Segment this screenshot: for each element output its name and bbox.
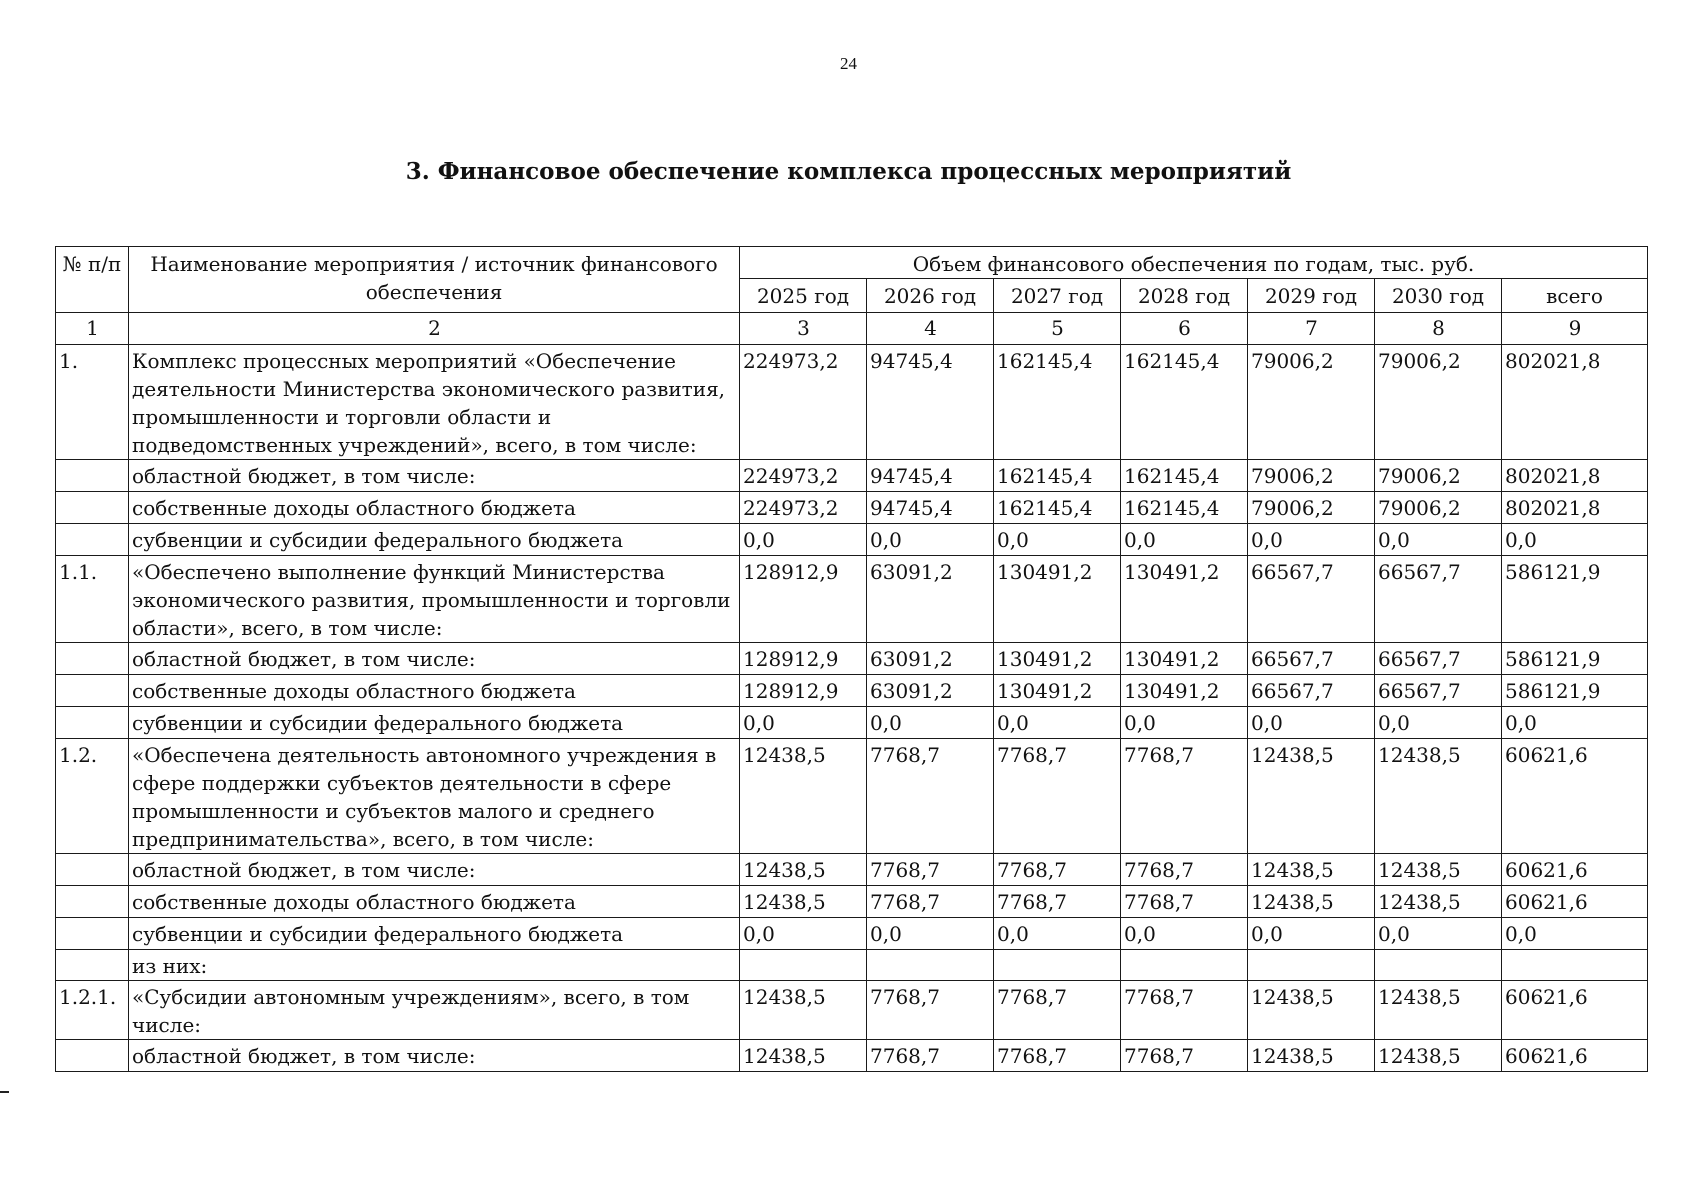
value-cell: 94745,4 <box>867 492 994 524</box>
column-index-cell: 9 <box>1502 313 1648 345</box>
value-cell: 63091,2 <box>867 643 994 675</box>
value-cell: 586121,9 <box>1502 556 1648 643</box>
column-index-cell: 2 <box>129 313 740 345</box>
scan-edge-mark <box>0 1091 9 1093</box>
header-name: Наименование мероприятия / источник финансового обеспечения <box>129 247 740 313</box>
value-cell: 0,0 <box>1121 918 1248 950</box>
table-row <box>56 950 1648 981</box>
value-cell: 66567,7 <box>1248 643 1375 675</box>
value-cell: 128912,9 <box>740 556 867 643</box>
column-index-cell: 4 <box>867 313 994 345</box>
value-cell: 0,0 <box>1248 524 1375 556</box>
header-year: 2025 год <box>740 279 867 313</box>
row-number-cell <box>56 460 129 492</box>
header-volume: Объем финансового обеспечения по годам, тыс. руб. <box>740 247 1648 279</box>
value-cell: 7768,7 <box>867 854 994 886</box>
header-year: всего <box>1502 279 1648 313</box>
table-row <box>56 981 1648 1040</box>
value-cell: 128912,9 <box>740 675 867 707</box>
value-cell: 162145,4 <box>1121 492 1248 524</box>
value-cell: 66567,7 <box>1248 675 1375 707</box>
value-cell: 7768,7 <box>994 1040 1121 1072</box>
value-cell: 0,0 <box>740 707 867 739</box>
row-number-cell <box>56 675 129 707</box>
table-row <box>56 460 1648 492</box>
value-cell: 60621,6 <box>1502 886 1648 918</box>
row-name-cell: собственные доходы областного бюджета <box>129 675 740 707</box>
column-index-cell: 5 <box>994 313 1121 345</box>
value-cell: 60621,6 <box>1502 739 1648 854</box>
row-number-cell <box>56 918 129 950</box>
value-cell: 79006,2 <box>1248 460 1375 492</box>
value-cell: 0,0 <box>1502 918 1648 950</box>
column-index-cell: 3 <box>740 313 867 345</box>
column-index-cell: 1 <box>56 313 129 345</box>
row-name-cell: «Обеспечено выполнение функций Министерства экономического развития, промышленности и торговли области», всего, в том числе: <box>129 556 740 643</box>
row-number-cell <box>56 950 129 981</box>
column-index-cell: 7 <box>1248 313 1375 345</box>
value-cell: 0,0 <box>867 524 994 556</box>
column-index-cell: 8 <box>1375 313 1502 345</box>
value-cell: 0,0 <box>1502 524 1648 556</box>
value-cell: 0,0 <box>867 918 994 950</box>
value-cell: 7768,7 <box>867 886 994 918</box>
financing-table <box>55 246 1648 1072</box>
column-index-cell: 6 <box>1121 313 1248 345</box>
value-cell: 12438,5 <box>1375 854 1502 886</box>
value-cell: 0,0 <box>994 918 1121 950</box>
value-cell: 130491,2 <box>1121 643 1248 675</box>
value-cell: 79006,2 <box>1248 345 1375 460</box>
row-number-cell <box>56 492 129 524</box>
value-cell: 0,0 <box>740 524 867 556</box>
value-cell: 60621,6 <box>1502 854 1648 886</box>
value-cell: 66567,7 <box>1248 556 1375 643</box>
value-cell: 12438,5 <box>740 739 867 854</box>
row-name-cell: субвенции и субсидии федерального бюджета <box>129 524 740 556</box>
value-cell: 0,0 <box>1248 918 1375 950</box>
row-name-cell: областной бюджет, в том числе: <box>129 460 740 492</box>
row-number-cell: 1.2. <box>56 739 129 854</box>
value-cell: 12438,5 <box>1375 1040 1502 1072</box>
row-name-cell: областной бюджет, в том числе: <box>129 643 740 675</box>
row-name-cell: собственные доходы областного бюджета <box>129 492 740 524</box>
value-cell: 66567,7 <box>1375 643 1502 675</box>
value-cell: 130491,2 <box>1121 556 1248 643</box>
row-name-cell: Комплекс процессных мероприятий «Обеспечение деятельности Министерства экономического развития, промышленности и торговли области и подведомственных учреждений», всего, в том числе: <box>129 345 740 460</box>
value-cell: 12438,5 <box>1248 739 1375 854</box>
value-cell: 130491,2 <box>994 643 1121 675</box>
table-row <box>56 345 1648 460</box>
value-cell: 12438,5 <box>1375 981 1502 1040</box>
header-year: 2027 год <box>994 279 1121 313</box>
value-cell: 12438,5 <box>740 981 867 1040</box>
header-year: 2026 год <box>867 279 994 313</box>
row-name-cell: «Обеспечена деятельность автономного учреждения в сфере поддержки субъектов деятельности в сфере промышленности и субъектов малого и среднего предпринимательства», всего, в том числе: <box>129 739 740 854</box>
value-cell: 0,0 <box>994 524 1121 556</box>
value-cell <box>1502 950 1648 981</box>
value-cell: 586121,9 <box>1502 675 1648 707</box>
value-cell: 586121,9 <box>1502 643 1648 675</box>
row-number-cell: 1.1. <box>56 556 129 643</box>
value-cell: 0,0 <box>867 707 994 739</box>
value-cell: 66567,7 <box>1375 675 1502 707</box>
value-cell: 7768,7 <box>994 981 1121 1040</box>
value-cell <box>1375 950 1502 981</box>
row-name-cell: из них: <box>129 950 740 981</box>
value-cell: 12438,5 <box>740 886 867 918</box>
value-cell: 224973,2 <box>740 492 867 524</box>
value-cell: 130491,2 <box>994 675 1121 707</box>
value-cell: 162145,4 <box>1121 460 1248 492</box>
value-cell: 162145,4 <box>994 492 1121 524</box>
table-row <box>56 1040 1648 1072</box>
row-number-cell <box>56 1040 129 1072</box>
value-cell: 12438,5 <box>1248 1040 1375 1072</box>
value-cell: 0,0 <box>1375 918 1502 950</box>
value-cell: 63091,2 <box>867 675 994 707</box>
row-name-cell: собственные доходы областного бюджета <box>129 886 740 918</box>
row-number-cell <box>56 707 129 739</box>
table-row <box>56 886 1648 918</box>
value-cell: 66567,7 <box>1375 556 1502 643</box>
table-row <box>56 524 1648 556</box>
value-cell: 0,0 <box>1121 707 1248 739</box>
value-cell: 7768,7 <box>1121 739 1248 854</box>
value-cell: 12438,5 <box>1248 886 1375 918</box>
value-cell: 224973,2 <box>740 345 867 460</box>
header-year: 2030 год <box>1375 279 1502 313</box>
value-cell: 802021,8 <box>1502 345 1648 460</box>
value-cell: 130491,2 <box>1121 675 1248 707</box>
table-row <box>56 675 1648 707</box>
section-title: 3. Финансовое обеспечение комплекса процессных мероприятий <box>405 158 1292 185</box>
value-cell: 224973,2 <box>740 460 867 492</box>
row-number-cell <box>56 854 129 886</box>
value-cell: 802021,8 <box>1502 460 1648 492</box>
value-cell: 79006,2 <box>1248 492 1375 524</box>
value-cell: 162145,4 <box>994 345 1121 460</box>
value-cell: 94745,4 <box>867 460 994 492</box>
value-cell <box>1121 950 1248 981</box>
value-cell: 802021,8 <box>1502 492 1648 524</box>
value-cell: 12438,5 <box>1375 739 1502 854</box>
value-cell: 7768,7 <box>994 886 1121 918</box>
value-cell: 0,0 <box>1121 524 1248 556</box>
value-cell: 7768,7 <box>1121 886 1248 918</box>
value-cell: 7768,7 <box>867 981 994 1040</box>
value-cell: 0,0 <box>994 707 1121 739</box>
value-cell: 7768,7 <box>994 739 1121 854</box>
table-row <box>56 556 1648 643</box>
row-name-cell: субвенции и субсидии федерального бюджета <box>129 707 740 739</box>
value-cell: 0,0 <box>1502 707 1648 739</box>
value-cell: 12438,5 <box>1248 981 1375 1040</box>
value-cell: 128912,9 <box>740 643 867 675</box>
table-row <box>56 643 1648 675</box>
table-row <box>56 918 1648 950</box>
header-year: 2028 год <box>1121 279 1248 313</box>
value-cell: 7768,7 <box>1121 981 1248 1040</box>
value-cell: 12438,5 <box>1248 854 1375 886</box>
row-number-cell: 1. <box>56 345 129 460</box>
value-cell: 7768,7 <box>994 854 1121 886</box>
value-cell: 162145,4 <box>994 460 1121 492</box>
value-cell: 60621,6 <box>1502 981 1648 1040</box>
value-cell: 7768,7 <box>867 1040 994 1072</box>
row-number-cell: 1.2.1. <box>56 981 129 1040</box>
value-cell <box>867 950 994 981</box>
value-cell: 12438,5 <box>740 1040 867 1072</box>
row-name-cell: областной бюджет, в том числе: <box>129 1040 740 1072</box>
value-cell: 0,0 <box>1375 524 1502 556</box>
page-number: 24 <box>840 54 857 73</box>
value-cell <box>1248 950 1375 981</box>
value-cell: 0,0 <box>1248 707 1375 739</box>
row-number-cell <box>56 524 129 556</box>
table-row <box>56 739 1648 854</box>
row-name-cell: «Субсидии автономным учреждениям», всего, в том числе: <box>129 981 740 1040</box>
header-year: 2029 год <box>1248 279 1375 313</box>
value-cell: 7768,7 <box>867 739 994 854</box>
value-cell: 7768,7 <box>1121 854 1248 886</box>
value-cell: 94745,4 <box>867 345 994 460</box>
row-name-cell: субвенции и субсидии федерального бюджета <box>129 918 740 950</box>
value-cell: 7768,7 <box>1121 1040 1248 1072</box>
value-cell: 12438,5 <box>1375 886 1502 918</box>
table-row <box>56 854 1648 886</box>
row-number-cell <box>56 643 129 675</box>
value-cell <box>994 950 1121 981</box>
value-cell <box>740 950 867 981</box>
value-cell: 0,0 <box>740 918 867 950</box>
value-cell: 63091,2 <box>867 556 994 643</box>
header-num: № п/п <box>56 247 129 313</box>
value-cell: 130491,2 <box>994 556 1121 643</box>
value-cell: 79006,2 <box>1375 460 1502 492</box>
value-cell: 0,0 <box>1375 707 1502 739</box>
table-row <box>56 707 1648 739</box>
value-cell: 12438,5 <box>740 854 867 886</box>
value-cell: 79006,2 <box>1375 492 1502 524</box>
row-name-cell: областной бюджет, в том числе: <box>129 854 740 886</box>
value-cell: 79006,2 <box>1375 345 1502 460</box>
value-cell: 162145,4 <box>1121 345 1248 460</box>
table-row <box>56 492 1648 524</box>
row-number-cell <box>56 886 129 918</box>
value-cell: 60621,6 <box>1502 1040 1648 1072</box>
